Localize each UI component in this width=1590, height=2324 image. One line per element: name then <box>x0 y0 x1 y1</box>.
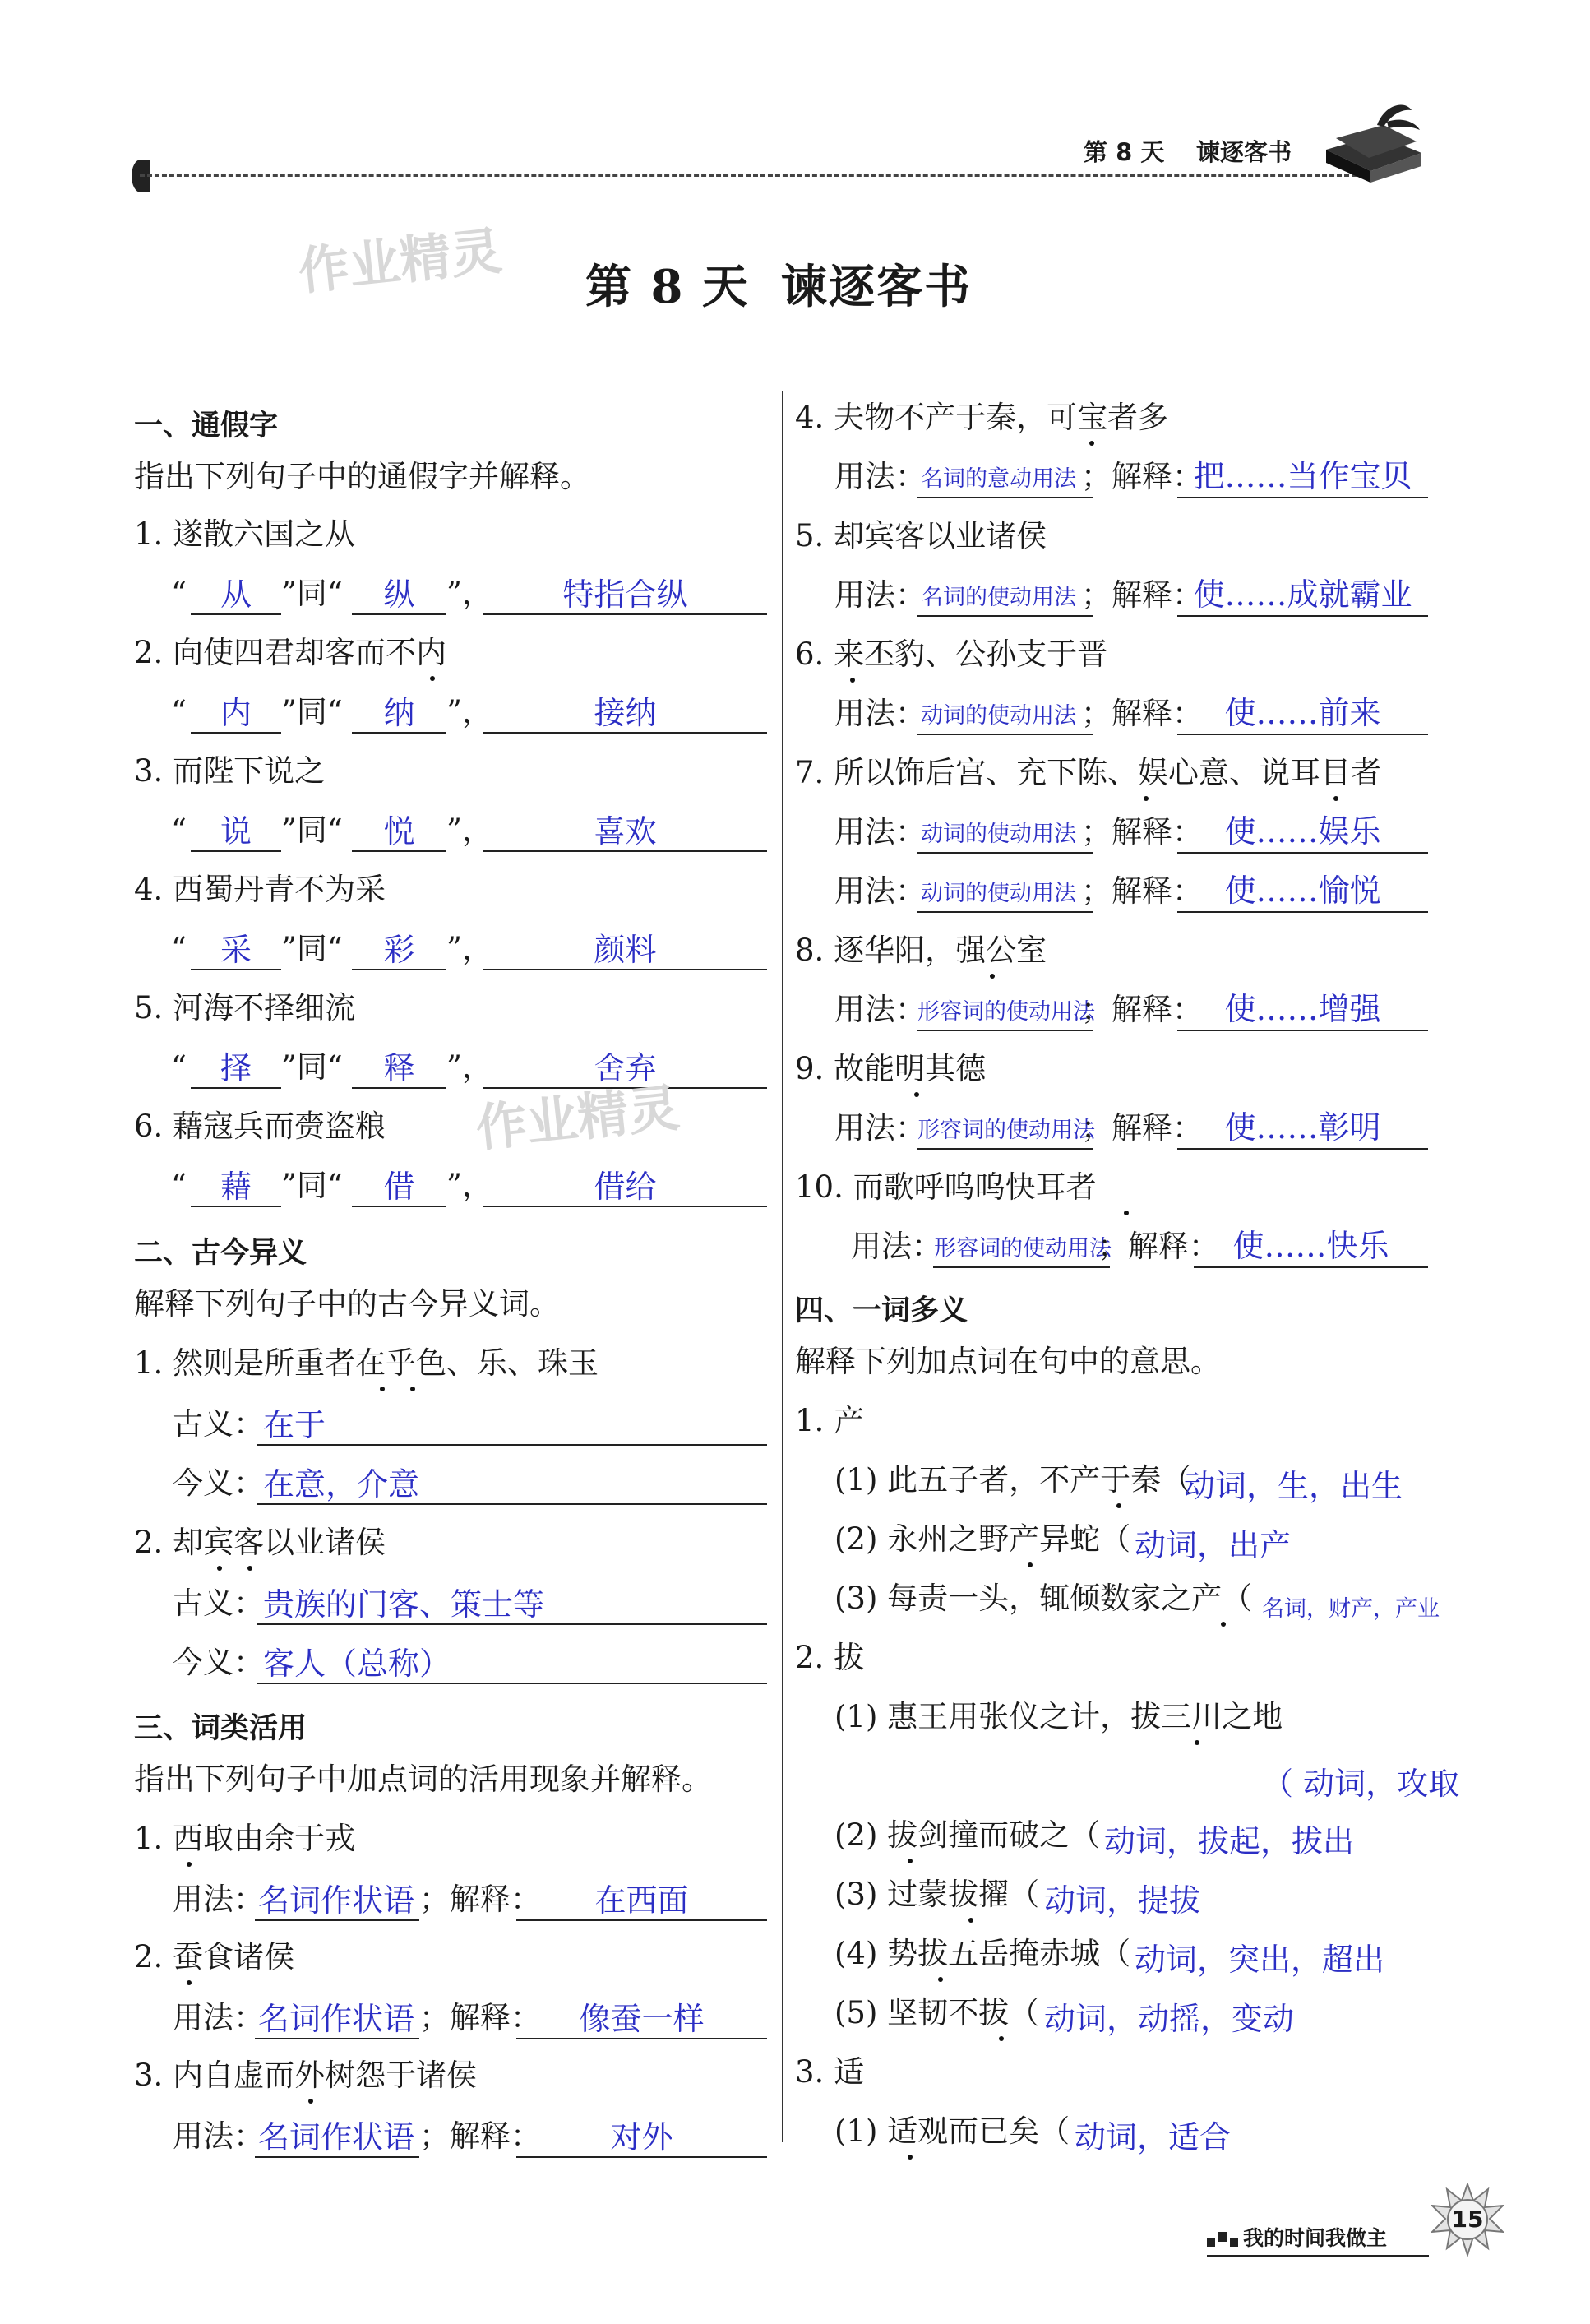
header-title: 谏逐客书 <box>1196 138 1292 166</box>
section-heading: 一、通假字 <box>134 410 279 442</box>
usage-label: 用法： <box>851 1229 942 1264</box>
emphasis-dot <box>430 676 435 681</box>
explanation-label: ；解释： <box>1081 992 1203 1027</box>
answer-explanation: 把……当作宝贝 <box>1193 458 1412 494</box>
answer-usage: 动词的使动用法 <box>921 822 1076 847</box>
quote-open: “ <box>171 576 187 611</box>
instruction: 解释下列加点词在句中的意思。 <box>795 1344 1221 1379</box>
answer-line <box>483 732 767 734</box>
question: 4. 夫物不产于秦，可宝者多 <box>795 400 1169 435</box>
footer-squares-icon <box>1207 2227 1240 2252</box>
question: 8. 逐华阳，强公室 <box>795 933 1047 968</box>
emphasis-dot <box>968 1918 973 1923</box>
answer-line <box>1177 734 1428 735</box>
quote-close: ”， <box>446 931 492 966</box>
word-heading: 2. 拔 <box>795 1640 865 1675</box>
emphasis-dot <box>1195 1740 1199 1745</box>
answer-char: 彩 <box>383 932 415 968</box>
usage-label: 用法： <box>834 459 926 494</box>
emphasis-dot <box>187 1862 192 1867</box>
explanation-label: ；解释： <box>419 2000 541 2035</box>
jin-label: 今义： <box>173 1645 264 1680</box>
question: 5. 河海不择细流 <box>134 990 356 1025</box>
answer-line <box>191 1206 281 1207</box>
answer-line <box>191 850 281 852</box>
usage-label: 用法： <box>173 2000 264 2035</box>
answer-usage: 名词作状语 <box>258 1882 415 1919</box>
emphasis-dot <box>308 2099 313 2104</box>
answer-explanation: 借给 <box>594 1169 657 1205</box>
answer-usage: 名词作状语 <box>258 2001 415 2037</box>
answer-char: 从 <box>220 576 252 613</box>
answer-line <box>255 2156 419 2158</box>
answer-line <box>917 911 1093 913</box>
answer-explanation: 使……愉悦 <box>1224 873 1381 909</box>
answer-usage: 名词作状语 <box>258 2119 415 2155</box>
answer-line <box>516 1919 767 1921</box>
answer-usage: 名词的意动用法 <box>921 466 1076 492</box>
answer-line <box>352 850 446 852</box>
answer-line <box>483 969 767 970</box>
quote-open: “ <box>171 1168 187 1203</box>
books-icon <box>1320 92 1426 189</box>
tong-label: ”同“ <box>281 576 343 611</box>
emphasis-dot <box>380 1387 385 1391</box>
answer-line <box>933 1266 1110 1268</box>
answer-line <box>917 1148 1093 1150</box>
answer-usage: 形容词的使动用法 <box>917 999 1095 1025</box>
answer-explanation: 使……成就霸业 <box>1193 576 1412 613</box>
page-number: 15 <box>1451 2206 1484 2233</box>
sub-answer: 动词，生，出生 <box>1184 1468 1403 1504</box>
column-divider <box>782 391 783 2142</box>
sub-question: (3) 过蒙拔擢（ <box>834 1877 1040 1912</box>
explanation-label: ；解释： <box>1081 459 1203 494</box>
answer-char: 纳 <box>383 695 415 731</box>
sub-answer: 动词，动摇，变动 <box>1044 2001 1295 2037</box>
emphasis-dot <box>1144 796 1149 801</box>
explanation-label: ；解释： <box>1098 1229 1219 1264</box>
watermark-middle: 作业精灵 <box>473 1077 682 1159</box>
answer-line <box>483 613 767 615</box>
answer-usage: 动词的使动用法 <box>921 881 1076 906</box>
tong-label: ”同“ <box>281 931 343 966</box>
sub-question: (1) 惠王用张仪之计，拔三川之地 <box>834 1699 1283 1734</box>
jin-label: 今义： <box>173 1465 264 1501</box>
answer-line <box>191 732 281 734</box>
answer-line <box>917 852 1093 854</box>
answer-line <box>1177 1030 1428 1031</box>
answer-line <box>1177 615 1428 617</box>
answer-line <box>516 2038 767 2039</box>
answer-line <box>516 2156 767 2158</box>
answer-explanation: 使……娱乐 <box>1224 813 1381 850</box>
quote-open: “ <box>171 812 187 848</box>
usage-label: 用法： <box>834 577 926 613</box>
sub-answer: 动词，拔起，拔出 <box>1104 1823 1355 1859</box>
explanation-label: ；解释： <box>1081 696 1203 731</box>
answer-line <box>191 969 281 970</box>
page-title: 谏逐客书 <box>781 260 972 314</box>
footer-slogan: 我的时间我做主 <box>1243 2226 1388 2250</box>
answer-line <box>1177 1148 1428 1150</box>
answer-line <box>1177 911 1428 913</box>
section-heading: 四、一词多义 <box>795 1294 968 1327</box>
emphasis-dot <box>1028 1562 1033 1567</box>
answer-line <box>483 1206 767 1207</box>
question: 1. 西取由余于戎 <box>134 1821 356 1856</box>
answer-explanation: 使……前来 <box>1224 695 1381 731</box>
emphasis-dot <box>938 1977 943 1982</box>
answer-jin: 客人（总称） <box>263 1646 451 1682</box>
header-day: 第 8 天 <box>1084 138 1165 166</box>
answer-line <box>1177 497 1428 498</box>
question: 5. 却宾客以业诸侯 <box>795 518 1047 553</box>
quote-open: “ <box>171 1049 187 1085</box>
question: 10. 而歌呼呜呜快耳者 <box>795 1169 1097 1205</box>
answer-line <box>257 1503 767 1505</box>
answer-line <box>917 497 1093 498</box>
emphasis-dot <box>908 2155 913 2160</box>
answer-char: 择 <box>220 1050 252 1086</box>
answer-line <box>483 850 767 852</box>
question: 7. 所以饰后宫、充下陈、娱心意、说耳目者 <box>795 755 1382 790</box>
answer-line <box>1194 1266 1428 1268</box>
sub-question: (3) 每责一头，辄倾数家之产（ <box>834 1581 1253 1616</box>
footer-rule <box>1207 2255 1429 2257</box>
emphasis-dot <box>1333 796 1338 801</box>
instruction: 指出下列句子中加点词的活用现象并解释。 <box>134 1762 712 1797</box>
sub-question: (1) 适观而已矣（ <box>834 2113 1070 2149</box>
answer-gu: 贵族的门客、策士等 <box>263 1586 545 1623</box>
answer-line <box>255 2038 419 2039</box>
question: 1. 然则是所重者在乎色、乐、珠玉 <box>134 1345 599 1381</box>
instruction: 指出下列句子中的通假字并解释。 <box>134 459 590 494</box>
answer-explanation: 特指合纵 <box>562 576 688 613</box>
answer-line <box>352 969 446 970</box>
emphasis-dot <box>1089 441 1094 446</box>
quote-close: ”， <box>446 812 492 848</box>
sub-answer: 动词，出产 <box>1135 1527 1292 1563</box>
answer-line <box>352 613 446 615</box>
sub-question: (2) 拔剑撞而破之（ <box>834 1817 1101 1853</box>
answer-explanation: 舍弃 <box>594 1050 657 1086</box>
explanation-label: ；解释： <box>419 2118 541 2154</box>
answer-explanation: 在西面 <box>594 1882 689 1919</box>
sub-answer: （ 动词，攻取 <box>1262 1766 1460 1802</box>
quote-close: ”， <box>446 576 492 611</box>
sub-question: (4) 势拔五岳掩赤城（ <box>834 1936 1131 1971</box>
answer-line <box>257 1683 767 1684</box>
quote-open: “ <box>171 694 187 729</box>
answer-char: 内 <box>220 695 252 731</box>
emphasis-dot <box>410 1387 415 1391</box>
sub-question: (5) 坚韧不拔（ <box>834 1995 1040 2030</box>
usage-label: 用法： <box>834 696 926 731</box>
emphasis-dot <box>1221 1622 1226 1627</box>
emphasis-dot <box>247 1566 252 1571</box>
tong-label: ”同“ <box>281 1168 343 1203</box>
answer-char: 释 <box>383 1050 415 1086</box>
question: 9. 故能明其德 <box>795 1051 987 1086</box>
explanation-label: ；解释： <box>1081 577 1203 613</box>
emphasis-dot <box>217 1566 222 1571</box>
emphasis-dot <box>1124 1211 1129 1215</box>
quote-close: ”， <box>446 694 492 729</box>
tong-label: ”同“ <box>281 812 343 848</box>
answer-usage: 动词的使动用法 <box>921 703 1076 729</box>
quote-open: “ <box>171 931 187 966</box>
explanation-label: ；解释： <box>1081 1110 1203 1146</box>
question: 3. 而陛下说之 <box>134 753 326 789</box>
sub-question: (2) 永州之野产异蛇（ <box>834 1521 1131 1557</box>
answer-usage: 名词的使动用法 <box>921 585 1076 610</box>
emphasis-dot <box>187 1980 192 1985</box>
question: 6. 藉寇兵而赍盗粮 <box>134 1109 386 1144</box>
answer-usage: 形容词的使动用法 <box>934 1236 1112 1262</box>
answer-gu: 在于 <box>263 1407 326 1443</box>
emphasis-dot <box>850 678 855 683</box>
answer-explanation: 接纳 <box>594 695 657 731</box>
answer-char: 借 <box>383 1169 415 1205</box>
sub-answer: 动词，适合 <box>1075 2119 1232 2155</box>
usage-label: 用法： <box>834 1110 926 1146</box>
answer-line <box>255 1919 419 1921</box>
answer-line <box>257 1623 767 1625</box>
answer-explanation: 对外 <box>610 2119 673 2155</box>
answer-usage: 形容词的使动用法 <box>917 1118 1095 1143</box>
question: 2. 向使四君却客而不内 <box>134 635 447 670</box>
answer-explanation: 像蚕一样 <box>579 2001 705 2037</box>
explanation-label: ；解释： <box>1081 873 1203 909</box>
watermark-top: 作业精灵 <box>295 220 505 302</box>
answer-explanation: 使……快乐 <box>1232 1228 1389 1264</box>
section-heading: 二、古今异义 <box>134 1237 307 1270</box>
usage-label: 用法： <box>834 992 926 1027</box>
question: 3. 内自虚而外树怨于诸侯 <box>134 2058 478 2093</box>
question: 2. 却宾客以业诸侯 <box>134 1525 386 1560</box>
word-heading: 3. 适 <box>795 2054 865 2090</box>
answer-line <box>1177 852 1428 854</box>
usage-label: 用法： <box>173 1882 264 1917</box>
page-title-day: 第 8 天 <box>585 260 750 314</box>
emphasis-dot <box>999 2036 1004 2041</box>
question: 2. 蚕食诸侯 <box>134 1939 295 1974</box>
answer-char: 纵 <box>383 576 415 613</box>
answer-line <box>917 1030 1093 1031</box>
tong-label: ”同“ <box>281 1049 343 1085</box>
answer-char: 悦 <box>383 813 415 850</box>
answer-line <box>191 613 281 615</box>
answer-explanation: 颜料 <box>594 932 657 968</box>
answer-char: 说 <box>220 813 252 850</box>
answer-char: 藉 <box>220 1169 252 1205</box>
answer-line <box>917 734 1093 735</box>
usage-label: 用法： <box>834 873 926 909</box>
answer-line <box>191 1087 281 1089</box>
quote-close: ”， <box>446 1168 492 1203</box>
sub-answer: 动词，提拔 <box>1044 1882 1201 1919</box>
answer-line <box>352 1206 446 1207</box>
answer-explanation: 使……增强 <box>1224 991 1381 1027</box>
word-heading: 1. 产 <box>795 1403 865 1438</box>
quote-close: ”， <box>446 1049 492 1085</box>
emphasis-dot <box>990 974 995 979</box>
answer-line <box>352 732 446 734</box>
emphasis-dot <box>914 1092 919 1097</box>
answer-line <box>257 1444 767 1446</box>
question: 6. 来丕豹、公孙支于晋 <box>795 637 1108 672</box>
answer-explanation: 使……彰明 <box>1224 1109 1381 1146</box>
answer-jin: 在意，介意 <box>263 1466 420 1502</box>
gu-label: 古义： <box>173 1406 264 1442</box>
sub-answer: 名词，财产，产业 <box>1262 1596 1440 1622</box>
usage-label: 用法： <box>834 814 926 850</box>
question: 4. 西蜀丹青不为采 <box>134 872 386 907</box>
explanation-label: ；解释： <box>419 1882 541 1917</box>
answer-char: 采 <box>220 932 252 968</box>
explanation-label: ；解释： <box>1081 814 1203 850</box>
section-heading: 三、词类活用 <box>134 1712 307 1745</box>
gu-label: 古义： <box>173 1586 264 1621</box>
emphasis-dot <box>908 1859 913 1863</box>
question: 1. 遂散六国之从 <box>134 516 356 552</box>
usage-label: 用法： <box>173 2118 264 2154</box>
tong-label: ”同“ <box>281 694 343 729</box>
instruction: 解释下列句子中的古今异义词。 <box>134 1286 560 1322</box>
sub-question: (1) 此五子者，不产于秦（ <box>834 1462 1192 1498</box>
answer-line <box>917 615 1093 617</box>
emphasis-dot <box>1116 1503 1121 1508</box>
answer-line <box>352 1087 446 1089</box>
sub-answer: 动词，突出，超出 <box>1135 1942 1385 1978</box>
header-rule <box>140 174 1357 177</box>
answer-explanation: 喜欢 <box>594 813 657 850</box>
